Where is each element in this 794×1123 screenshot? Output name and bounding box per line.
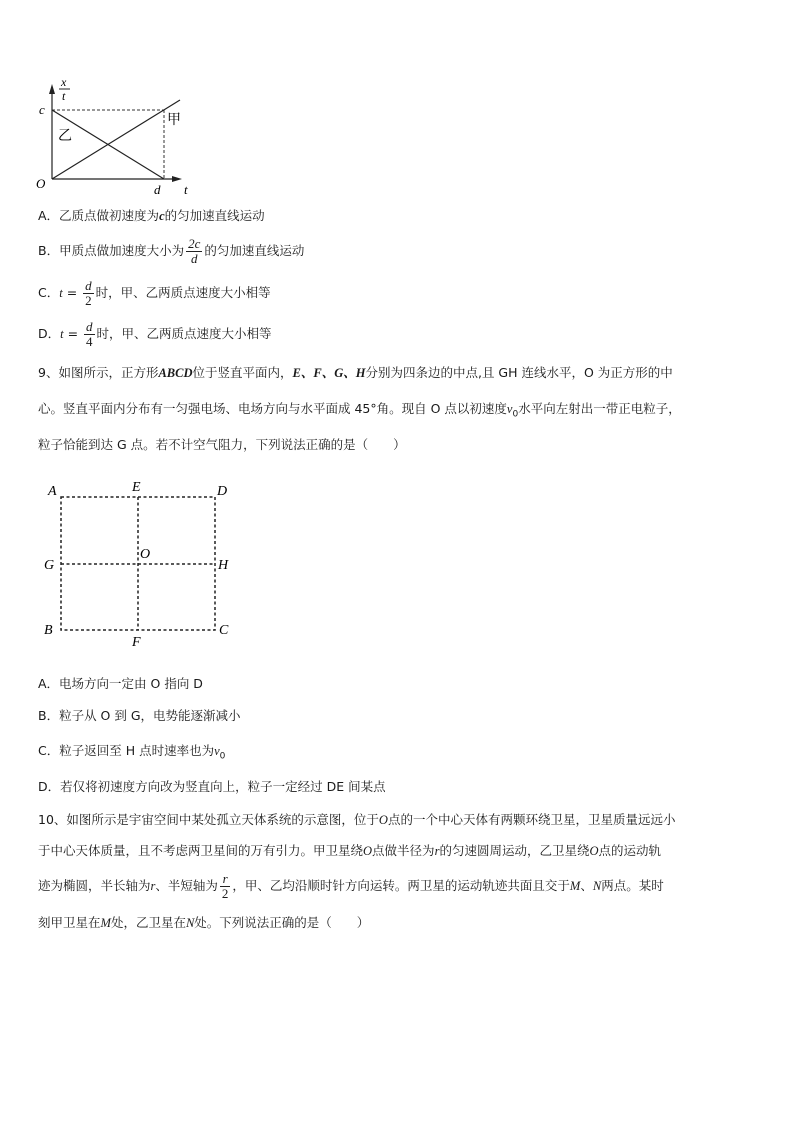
q9-l1b: 位于竖直平面内， [192, 365, 293, 380]
q8c-fraction [83, 279, 94, 308]
q8b-fraction [186, 237, 202, 266]
q9-l2a: 心。竖直平面内分布有一匀强电场、电场方向与水平面成 45°角。现自 O 点以初速度 [38, 401, 507, 416]
label-c: C [219, 623, 229, 638]
q9b-text: B．粒子从 O 到 G，电势能逐渐减小 [38, 708, 241, 723]
d-label: d [154, 182, 161, 197]
q10-m-1: M [569, 879, 581, 893]
q9-option-d [38, 778, 386, 796]
label-o: O [140, 547, 151, 562]
q9-l1c: 分别为四条边的中点,且 GH 连线水平，O 为正方形的中 [365, 365, 673, 380]
q8d-eq: = [63, 326, 83, 341]
q8d-var-t: t [60, 327, 64, 341]
q10-l4a: 刻甲卫星在 [38, 915, 101, 930]
label-b: B [44, 623, 53, 638]
q9-stem-line1 [38, 364, 673, 382]
q9-abcd: ABCD [158, 366, 193, 380]
q10-l2a: 于中心天体质量，且不考虑两卫星间的万有引力。甲卫星绕 [38, 843, 364, 858]
q9-option-c [38, 742, 225, 766]
q10-o-3: O [589, 844, 599, 858]
q10-fraction [220, 872, 231, 901]
y-label-num: x [61, 75, 67, 89]
q10-r-2: r [150, 879, 156, 893]
q10-l4c: 处。下列说法正确的是（ ） [194, 915, 370, 930]
q8c-eq: = [62, 285, 82, 300]
q9-l2b: 水平向左射出一带正电粒子， [518, 401, 681, 416]
q8c-frac-num: d [85, 278, 92, 293]
q10-l4b: 处，乙卫星在 [110, 915, 186, 930]
q10-stem-line1 [38, 811, 675, 829]
q9-l1a: 9、如图所示，正方形 [38, 365, 159, 380]
x-axis-arrow [172, 176, 182, 182]
q10-l1b: 点的一个中心天体有两颗环绕卫星，卫星质量远远小 [387, 812, 676, 827]
q10-l2d: 点的运动轨 [598, 843, 661, 858]
xt-graph [34, 72, 204, 200]
q10-o-2: O [363, 844, 373, 858]
q8-option-c [38, 277, 271, 309]
t-label: t [184, 182, 188, 197]
q10-l2c: 的匀速圆周运动，乙卫星绕 [439, 843, 590, 858]
q8c-var-t: t [59, 286, 63, 300]
q8d-fraction [84, 320, 95, 349]
q8c-frac-den: 2 [85, 293, 92, 308]
q9-efgh: E、F、G、H [292, 366, 366, 380]
o-label: O [36, 176, 46, 191]
q8-option-a [38, 207, 265, 225]
q8d-text-post: 时，甲、乙两质点速度大小相等 [96, 326, 272, 341]
q8a-text-pre: A．乙质点做初速度为 [38, 208, 160, 223]
label-g: G [44, 558, 55, 573]
q8c-text-post: 时，甲、乙两质点速度大小相等 [95, 285, 271, 300]
q8a-text-post: 的匀加速直线运动 [164, 208, 265, 223]
q9d-text: D．若仅将初速度方向改为竖直向上，粒子一定经过 DE 间某点 [38, 779, 386, 794]
label-e: E [132, 480, 141, 495]
label-a: A [48, 484, 57, 499]
q8-option-b [38, 235, 304, 267]
q10-n-1: N [592, 879, 602, 893]
q8d-text-pre: D． [38, 326, 61, 341]
q8b-text-post: 的匀加速直线运动 [204, 243, 305, 258]
q10-frac-den: 2 [221, 886, 229, 901]
q10-stem-line2 [38, 842, 661, 860]
q10-l3c: ，甲、乙均沿顺时针方向运转。两卫星的运动轨迹共面且交于 [232, 878, 570, 893]
q8d-frac-num: d [86, 319, 93, 334]
q10-l1a: 10、如图所示是宇宙空间中某处孤立天体系统的示意图，位于 [38, 812, 379, 827]
q8c-text-pre: C． [38, 285, 60, 300]
q10-n-2: N [185, 916, 195, 930]
q9c-text: C．粒子返回至 H 点时速率也为 [38, 743, 215, 758]
q8-option-d [38, 318, 272, 350]
y-axis-arrow [49, 84, 55, 94]
label-d: D [217, 484, 228, 499]
c-label: c [39, 102, 45, 117]
q10-l2b: 点做半径为 [372, 843, 435, 858]
q10-sep: 、 [580, 878, 593, 893]
q10-frac-num: r [220, 872, 231, 887]
label-f: F [132, 635, 141, 648]
square-figure [38, 476, 248, 648]
yi-label: 乙 [58, 128, 72, 144]
q9c-v: v [214, 744, 220, 758]
q9-v-sub: 0 [512, 409, 519, 420]
q9-stem-line3 [38, 436, 406, 454]
q10-m-2: M [100, 916, 111, 930]
q8b-frac-den: d [190, 251, 198, 266]
q10-r-1: r [434, 844, 440, 858]
q8a-var-c: c [159, 209, 165, 223]
q8d-frac-den: 4 [86, 334, 93, 349]
q8b-frac-num: 2c [188, 236, 201, 251]
q10-l3a: 迹为椭圆，半长轴为 [38, 878, 151, 893]
q9a-text: A．电场方向一定由 O 指向 D [38, 676, 203, 691]
q9-option-b [38, 707, 241, 725]
q9-stem-line2 [38, 400, 681, 424]
q10-stem-line4 [38, 914, 369, 932]
q8b-text-pre: B．甲质点做加速度大小为 [38, 243, 185, 258]
q9c-v-sub: 0 [219, 751, 226, 762]
q10-o-1: O [378, 813, 388, 827]
q10-l3b: 、半短轴为 [155, 878, 218, 893]
y-label-den: t [62, 89, 66, 103]
jia-label: 甲 [167, 112, 181, 128]
q9-v: v [506, 402, 513, 416]
q10-l3d: 两点。某时 [601, 878, 664, 893]
q10-stem-line3 [38, 870, 664, 902]
q9-l3: 粒子恰能到达 G 点。若不计空气阻力，下列说法正确的是（ ） [38, 437, 406, 452]
q9-option-a [38, 675, 203, 693]
label-h: H [218, 558, 229, 573]
